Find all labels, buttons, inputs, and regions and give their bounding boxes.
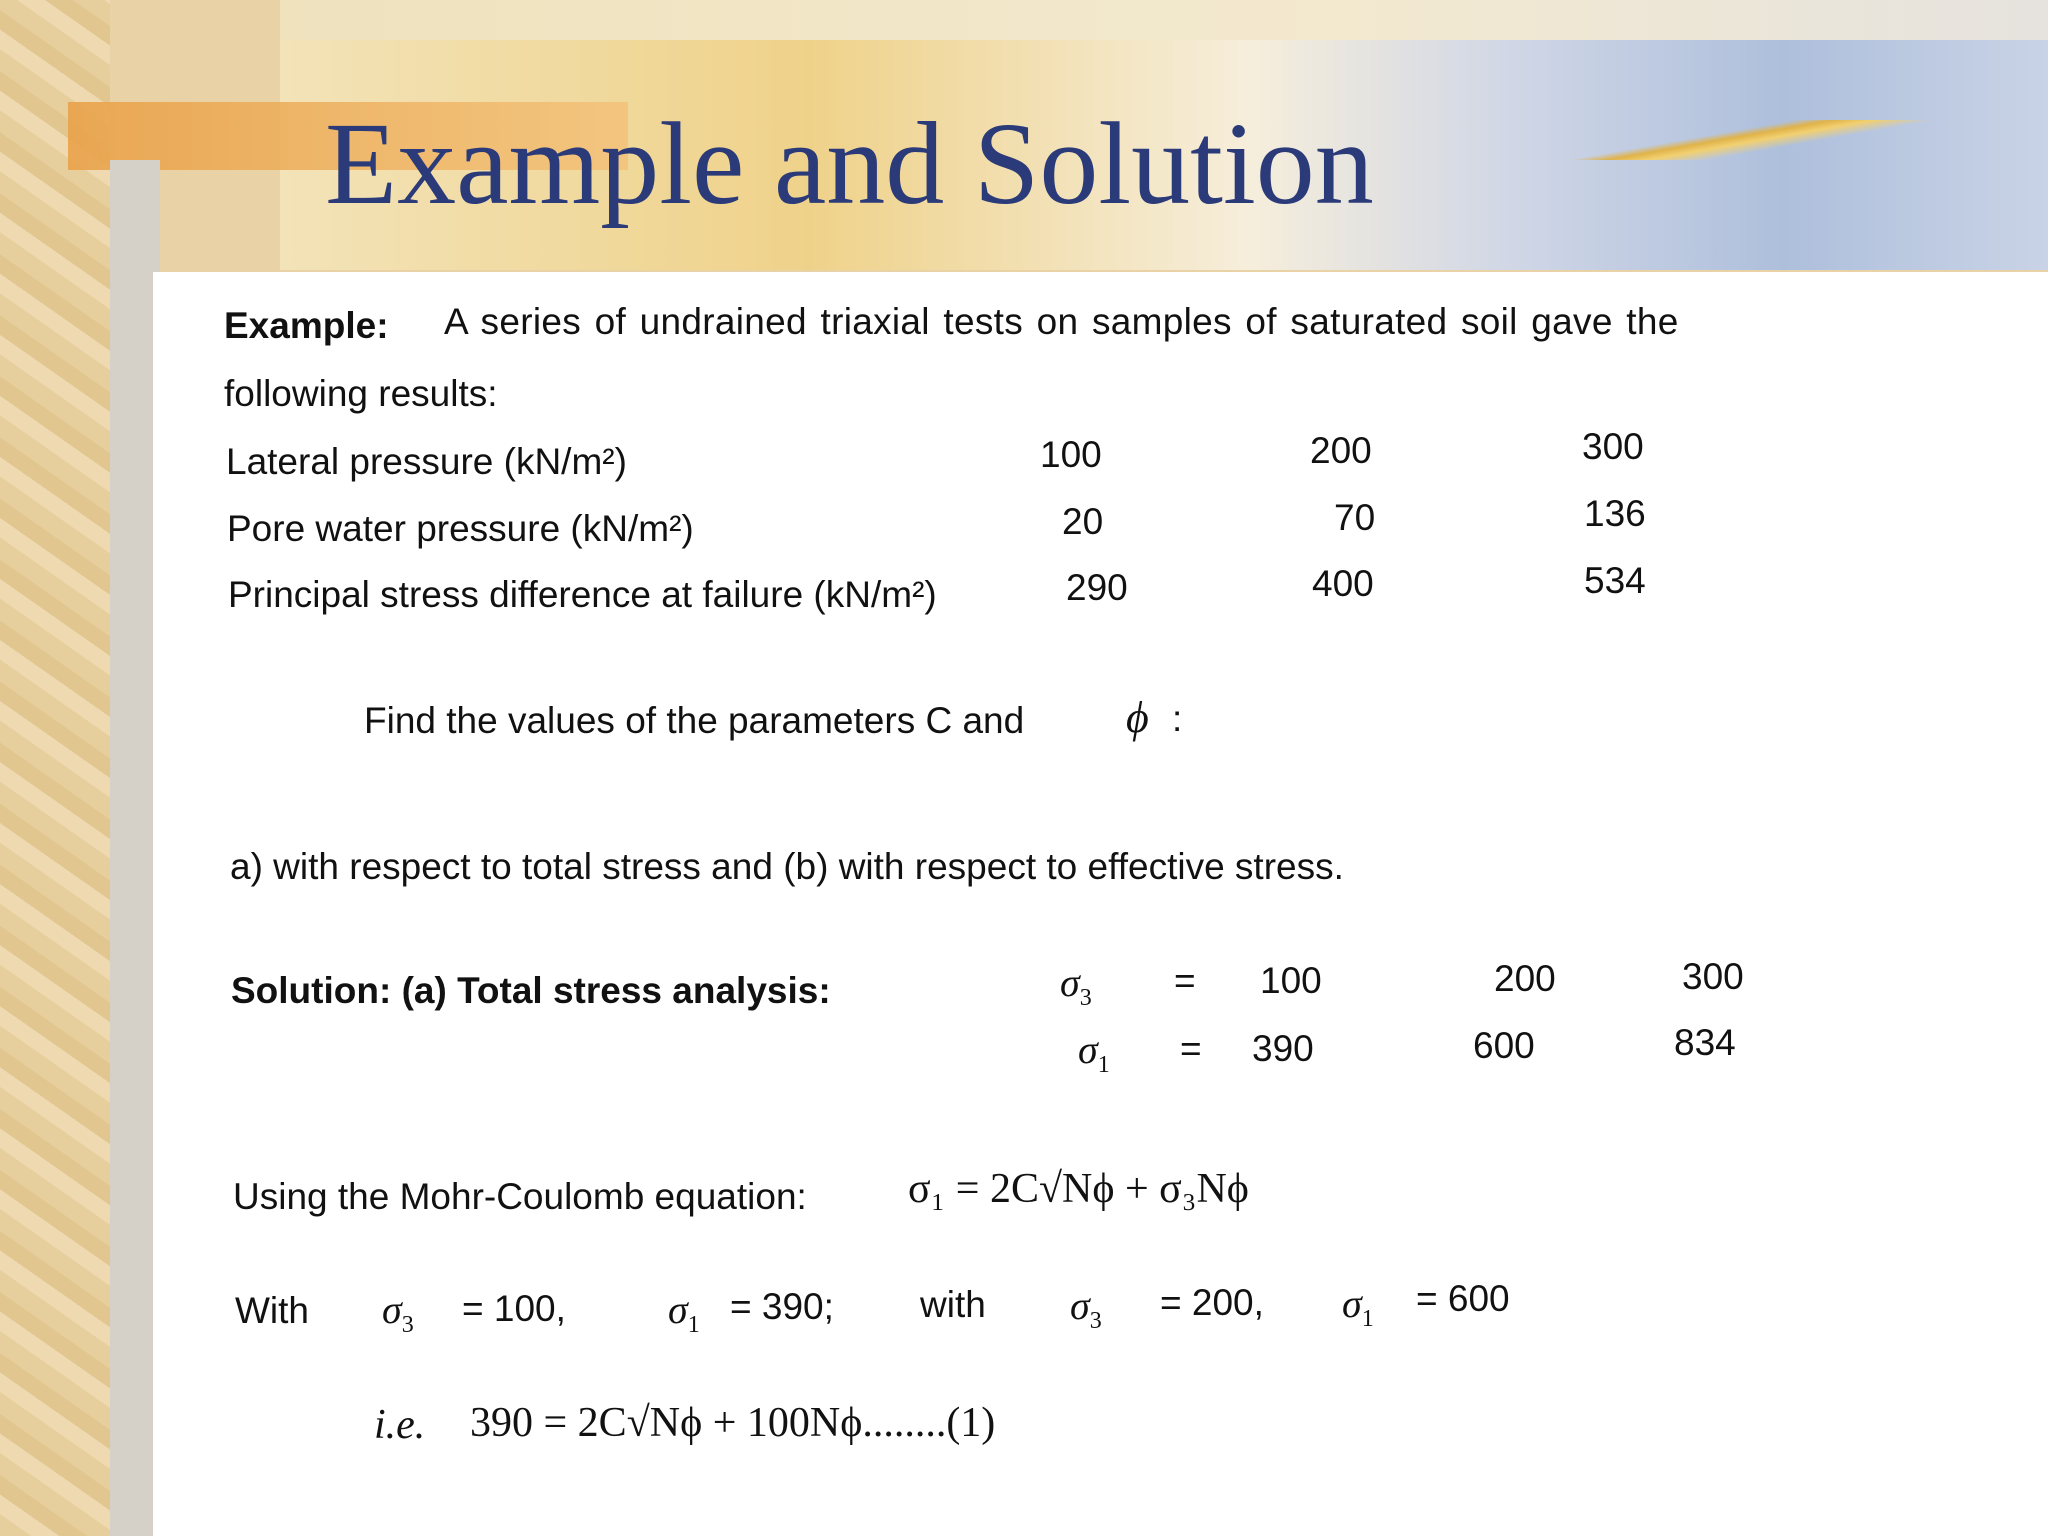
slide-title: Example and Solution: [325, 98, 1374, 229]
with-label-1: With: [235, 1290, 309, 1331]
principal-stress-difference-value-3: 534: [1584, 560, 1646, 601]
pore-water-pressure-value-2: 70: [1334, 497, 1376, 538]
with2-sigma3-value: = 200,: [1160, 1282, 1264, 1323]
sigma1-symbol: $\sigma_1$: [1078, 1027, 1110, 1078]
background-top-strip: [280, 0, 2048, 40]
sigma3-equals: =: [1174, 960, 1196, 1001]
example-label: Example:: [224, 305, 389, 346]
ie-label: i.e.: [374, 1402, 426, 1448]
sigma1-value-1: 390: [1252, 1028, 1314, 1069]
sigma3-value-1: 100: [1260, 960, 1322, 1001]
sigma1-value-3: 834: [1674, 1022, 1736, 1063]
sigma3-symbol: $\sigma_3$: [1060, 960, 1092, 1011]
lateral-pressure-value-2: 200: [1310, 430, 1372, 471]
mohr-coulomb-label: Using the Mohr-Coulomb equation:: [233, 1176, 807, 1217]
find-colon: :: [1172, 698, 1183, 739]
mohr-coulomb-equation: σ₁ = 2C√Nϕ + σ₃Nϕ: [908, 1166, 1249, 1212]
phi-symbol: ϕ: [1126, 693, 1149, 742]
example-line-2: following results:: [224, 373, 498, 414]
pore-water-pressure-value-3: 136: [1584, 493, 1646, 534]
row-label-principal-stress-difference: Principal stress difference at failure (kN/m²): [228, 574, 937, 615]
with2-sigma1-value: = 600: [1416, 1278, 1510, 1319]
lateral-pressure-value-3: 300: [1582, 426, 1644, 467]
with2-sigma3-symbol: $\sigma_3$: [1070, 1283, 1102, 1334]
with-sigma1-value: = 390;: [730, 1286, 834, 1327]
find-parameters-text: Find the values of the parameters C and: [364, 700, 1025, 741]
parts-text: a) with respect to total stress and (b) with respect to effective stress.: [230, 846, 1344, 887]
with-label-2: with: [920, 1284, 986, 1325]
solution-label: Solution: (a) Total stress analysis:: [231, 970, 831, 1011]
sigma1-equals: =: [1180, 1028, 1202, 1069]
row-label-pore-water-pressure: Pore water pressure (kN/m²): [227, 508, 694, 549]
with-sigma3-symbol: $\sigma_3$: [382, 1287, 414, 1338]
background-left-texture: [0, 0, 110, 1536]
lateral-pressure-value-1: 100: [1040, 434, 1102, 475]
with-sigma1-symbol: $\sigma_1$: [668, 1287, 700, 1338]
background-wheat-decoration: [1480, 120, 2040, 160]
sigma1-value-2: 600: [1473, 1025, 1535, 1066]
pore-water-pressure-value-1: 20: [1062, 501, 1104, 542]
with-sigma3-value: = 100,: [462, 1288, 566, 1329]
example-line-1: A series of undrained triaxial tests on samples of saturated soil gave the: [444, 301, 1679, 342]
row-label-lateral-pressure: Lateral pressure (kN/m²): [226, 441, 627, 482]
principal-stress-difference-value-2: 400: [1312, 563, 1374, 604]
sigma3-value-2: 200: [1494, 958, 1556, 999]
ie-equation: 390 = 2C√Nϕ + 100Nϕ........(1): [470, 1400, 996, 1446]
principal-stress-difference-value-1: 290: [1066, 567, 1128, 608]
with2-sigma1-symbol: $\sigma_1$: [1342, 1281, 1374, 1332]
sigma3-value-3: 300: [1682, 956, 1744, 997]
